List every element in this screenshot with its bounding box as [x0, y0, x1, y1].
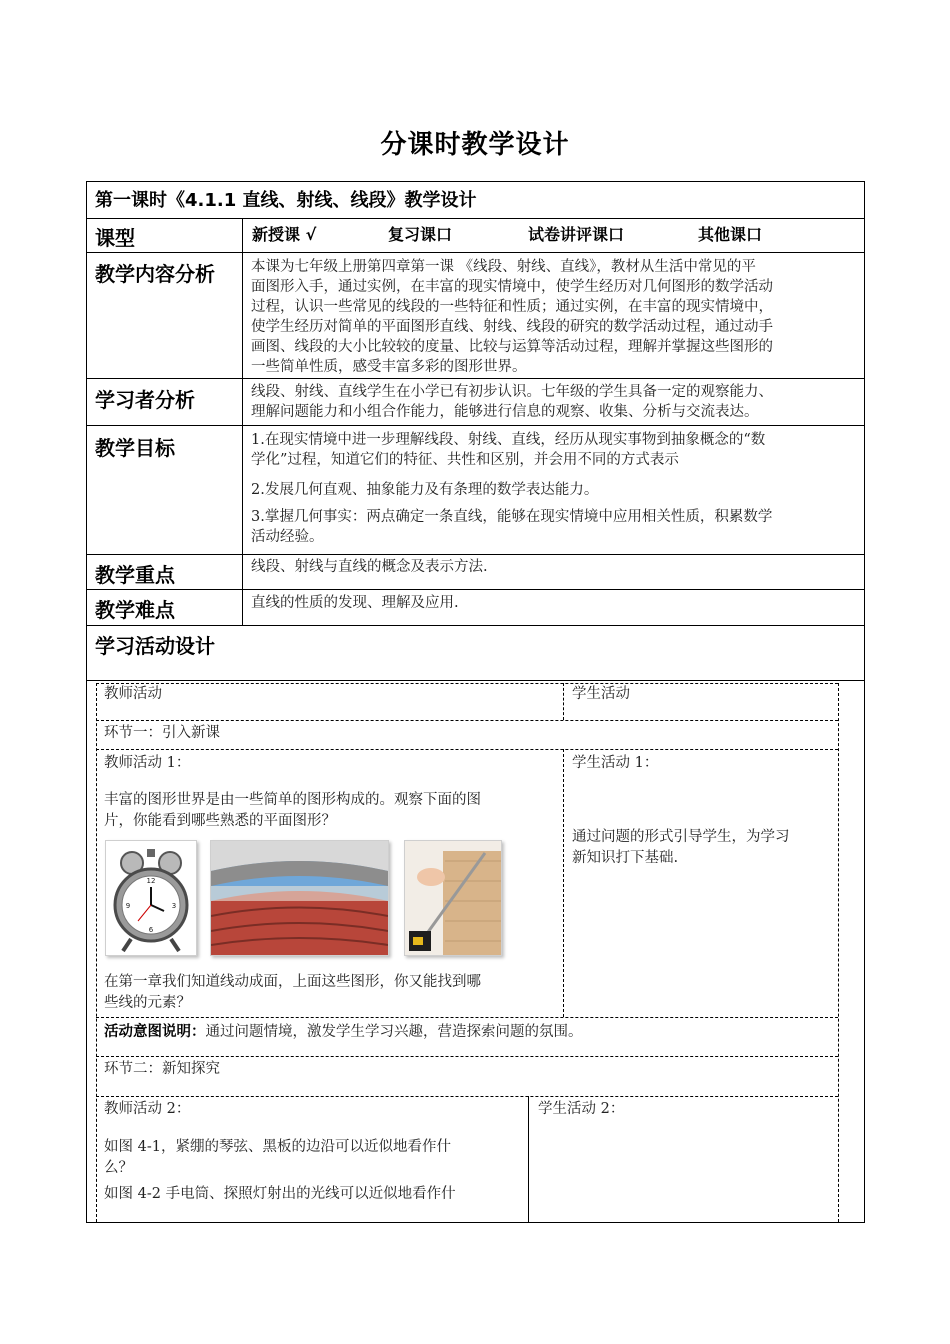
- learner-analysis-label: 学习者分析: [95, 388, 195, 412]
- content-analysis-label: 教学内容分析: [95, 262, 215, 286]
- column-divider: [528, 1096, 529, 1222]
- table-rule: [86, 378, 865, 379]
- dashed-rule: [96, 683, 838, 684]
- teacher-activity-2-question-1: 如图 4-1，紧绷的琴弦、黑板的边沿可以近似地看作什 么？: [104, 1139, 451, 1176]
- dashed-divider: [563, 749, 564, 1017]
- course-type-label: 课型: [95, 226, 135, 250]
- table-rule: [86, 625, 865, 626]
- student-activity-header: 学生活动: [572, 686, 630, 702]
- teacher-activity-2-question-2: 如图 4-2 手电筒、探照灯射出的光线可以近似地看作什: [104, 1186, 456, 1202]
- objectives-label: 教学目标: [95, 436, 175, 460]
- key-points-label: 教学重点: [95, 563, 175, 587]
- teacher-activity-header: 教师活动: [104, 686, 162, 702]
- teacher-activity-1-followup: 在第一章我们知道线动成面，上面这些图形，你又能找到哪 些线的元素？: [104, 974, 481, 1011]
- course-type-other: 其他课口: [698, 225, 763, 244]
- lesson-title: 第一课时《4.1.1 直线、射线、线段》教学设计: [95, 190, 477, 211]
- student-activity-1-text: 通过问题的形式引导学生，为学习 新知识打下基础.: [572, 829, 790, 866]
- difficulties-label: 教学难点: [95, 598, 175, 622]
- svg-text:9: 9: [125, 902, 131, 910]
- dashed-rule: [96, 1056, 838, 1057]
- course-type-review: 复习课口: [388, 225, 453, 244]
- learner-analysis-text: 线段、射线、直线学生在小学已有初步认识。七年级的学生具备一定的观察能力、 理解问题能力和小组合作能力，能够进行信息的观察、收集、分析与交流表达。: [251, 384, 773, 420]
- section-2-title: 环节二：新知探究: [104, 1061, 220, 1077]
- table-rule: [86, 425, 865, 426]
- table-rule: [86, 1222, 865, 1223]
- alarm-clock-image: [105, 840, 197, 956]
- table-rule: [86, 181, 865, 182]
- dashed-border: [838, 683, 839, 1222]
- table-rule: [86, 589, 865, 590]
- objective-3: 3.掌握几何事实：两点确定一条直线，能够在现实情境中应用相关性质，积累数学 活动经验。: [251, 509, 773, 545]
- table-rule: [86, 252, 865, 253]
- dashed-rule: [96, 720, 838, 721]
- table-rule: [86, 554, 865, 555]
- svg-text:3: 3: [171, 902, 177, 910]
- dashed-rule: [96, 1017, 838, 1018]
- dashed-rule: [96, 749, 838, 750]
- dashed-border: [96, 683, 97, 1222]
- teacher-activity-2-title: 教师活动 2：: [104, 1101, 191, 1117]
- dashed-divider: [563, 683, 564, 720]
- objective-1: 1.在现实情境中进一步理解线段、射线、直线，经历从现实事物到抽象概念的“数 学化”过程，知道它们的特征、共性和区别，并会用不同的方式表示: [251, 432, 766, 468]
- svg-text:12: 12: [146, 877, 156, 885]
- activity-intent-text: 通过问题情境，激发学生学习兴趣，营造探索问题的氛围。: [205, 1024, 583, 1040]
- activity-intent-label: 活动意图说明：: [104, 1023, 206, 1040]
- content-analysis-text: 本课为七年级上册第四章第一课 《线段、射线、直线》，教材从生活中常见的平 面图形入手，通过实例，在丰富的现实情境中，使学生经历对几何图形的数学活动 过程，认识一些常见的线段的一些特征和性质；通过实例，在丰富的现实情境中， 使学生经历对简单的平面图形直线、射线、线段的研究的数学活动过程，通过动手 画图、线段的大小比较较的度量、比较与运算等活动过程，理解并掌握这些图形的 一些简单性质，感受丰富多彩的图形世界。: [251, 259, 773, 375]
- activity-design-label: 学习活动设计: [95, 634, 215, 658]
- stadium-image: [210, 840, 389, 956]
- difficulties-text: 直线的性质的发现、理解及应用.: [251, 595, 459, 611]
- course-type-exam-review: 试卷讲评课口: [528, 225, 625, 244]
- course-type-new: 新授课 √: [252, 225, 317, 244]
- dashed-rule: [96, 1096, 838, 1097]
- student-activity-2-title: 学生活动 2：: [538, 1101, 625, 1117]
- tape-measure-image: [404, 840, 502, 956]
- objective-2: 2.发展几何直观、抽象能力及有条理的数学表达能力。: [251, 482, 599, 498]
- table-rule: [86, 680, 865, 681]
- page-title: 分课时教学设计: [380, 130, 570, 160]
- table-rule: [86, 218, 865, 219]
- column-divider: [242, 218, 243, 625]
- key-points-text: 线段、射线与直线的概念及表示方法.: [251, 559, 488, 575]
- student-activity-1-title: 学生活动 1：: [572, 755, 659, 771]
- section-1-title: 环节一：引入新课: [104, 725, 220, 741]
- teacher-activity-1-question: 丰富的图形世界是由一些简单的图形构成的。观察下面的图 片，你能看到哪些熟悉的平面图形？: [104, 792, 481, 829]
- svg-text:6: 6: [148, 926, 154, 934]
- activity-intent: [104, 1021, 583, 1043]
- teacher-activity-1-title: 教师活动 1：: [104, 755, 191, 771]
